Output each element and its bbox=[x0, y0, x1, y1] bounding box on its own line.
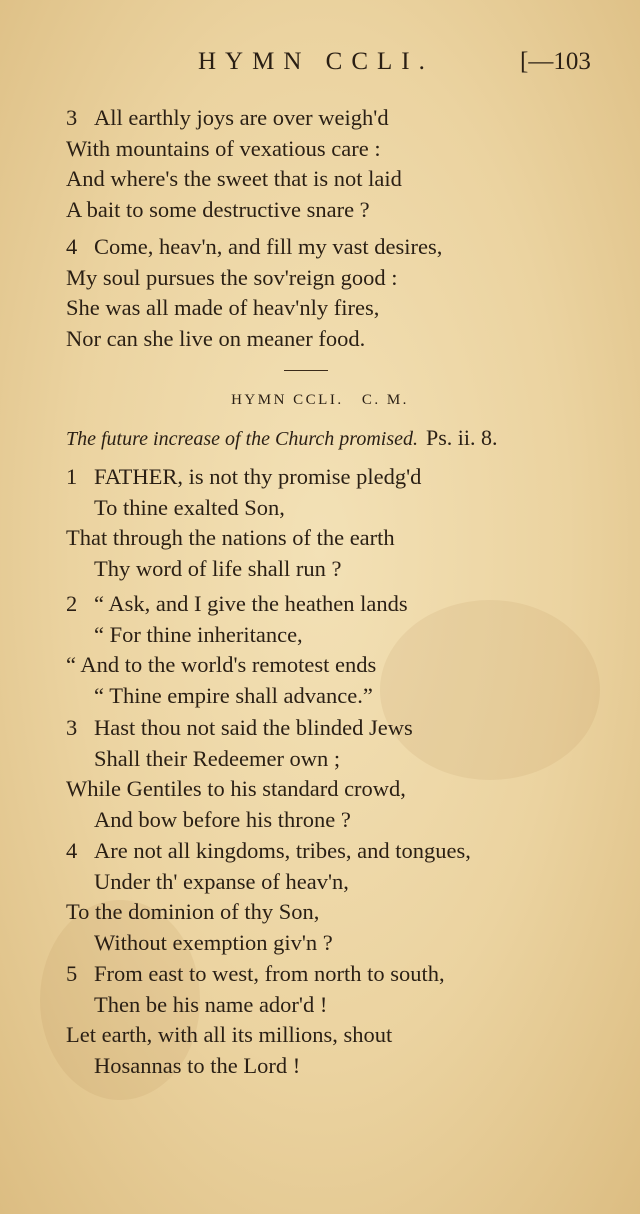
verse-line bbox=[66, 462, 586, 493]
stanza-number: 5 bbox=[66, 961, 78, 986]
stanza-number: 2 bbox=[66, 591, 78, 616]
verse-line bbox=[66, 232, 586, 263]
verse-line: Nor can she live on meaner food. bbox=[66, 325, 366, 351]
section-divider bbox=[284, 370, 328, 371]
verse-text: Hast thou not said the blinded Jews bbox=[94, 715, 413, 740]
hymn-stanza-2 bbox=[66, 589, 586, 711]
scripture-reference: Ps. ii. 8. bbox=[426, 425, 498, 450]
verse-text: Are not all kingdoms, tribes, and tongues, bbox=[94, 838, 471, 863]
verse-line bbox=[66, 959, 586, 990]
hymn-theme: The future increase of the Church promised. bbox=[66, 428, 418, 450]
verse-line: Shall their Redeemer own ; bbox=[94, 745, 341, 771]
verse-line: “ For thine inheritance, bbox=[94, 621, 303, 647]
hymn-stanza-5 bbox=[66, 959, 586, 1081]
verse-text: “ Ask, and I give the heathen lands bbox=[94, 591, 408, 616]
verse-line: That through the nations of the earth bbox=[66, 525, 395, 550]
verse-line: She was all made of heav'nly fires, bbox=[66, 295, 380, 320]
hymn-heading bbox=[0, 392, 640, 409]
stanza-number: 3 bbox=[66, 105, 78, 130]
verse-text: FATHER, is not thy promise pledg'd bbox=[94, 464, 422, 489]
verse-line: Without exemption giv'n ? bbox=[94, 929, 333, 955]
verse-line: And where's the sweet that is not laid bbox=[66, 166, 402, 191]
verse-line: My soul pursues the sov'reign good : bbox=[66, 264, 398, 290]
verse-line: To the dominion of thy Son, bbox=[66, 899, 320, 924]
previous-stanza-4 bbox=[66, 232, 586, 354]
page-header bbox=[0, 44, 640, 84]
hymn-stanza-3 bbox=[66, 713, 586, 835]
verse-line: Thy word of life shall run ? bbox=[94, 555, 342, 581]
verse-line: A bait to some destructive snare ? bbox=[66, 196, 370, 222]
hymn-meter: C. M. bbox=[361, 392, 409, 408]
stanza-number: 4 bbox=[66, 838, 78, 863]
verse-text: All earthly joys are over weigh'd bbox=[94, 105, 389, 130]
verse-line: While Gentiles to his standard crowd, bbox=[66, 776, 406, 801]
verse-text: From east to west, from north to south, bbox=[94, 961, 445, 986]
stanza-number: 1 bbox=[66, 464, 78, 489]
verse-line bbox=[66, 589, 586, 620]
hymn-title: HYMN CCLI. bbox=[231, 392, 344, 408]
verse-line: Let earth, with all its millions, shout bbox=[66, 1022, 393, 1047]
verse-line bbox=[66, 836, 586, 867]
verse-line bbox=[66, 103, 586, 134]
verse-line: “ And to the world's remotest ends bbox=[66, 652, 377, 677]
running-title: HYMN CCLI. bbox=[198, 48, 434, 75]
hymn-stanza-4 bbox=[66, 836, 586, 958]
page-number: [—103 bbox=[520, 48, 591, 75]
stanza-number: 3 bbox=[66, 715, 78, 740]
previous-stanza-3 bbox=[66, 103, 586, 225]
verse-line: And bow before his throne ? bbox=[94, 806, 351, 832]
hymn-subtitle bbox=[66, 425, 626, 451]
verse-line: “ Thine empire shall advance.” bbox=[94, 682, 373, 708]
verse-line bbox=[66, 713, 586, 744]
hymn-stanza-1 bbox=[66, 462, 586, 584]
verse-line: Under th' expanse of heav'n, bbox=[94, 868, 349, 894]
verse-line: Hosannas to the Lord ! bbox=[94, 1052, 301, 1078]
stanza-number: 4 bbox=[66, 234, 78, 259]
verse-text: Come, heav'n, and fill my vast desires, bbox=[94, 234, 443, 259]
verse-line: To thine exalted Son, bbox=[94, 494, 285, 520]
verse-line: With mountains of vexatious care : bbox=[66, 135, 381, 161]
verse-line: Then be his name ador'd ! bbox=[94, 991, 328, 1017]
